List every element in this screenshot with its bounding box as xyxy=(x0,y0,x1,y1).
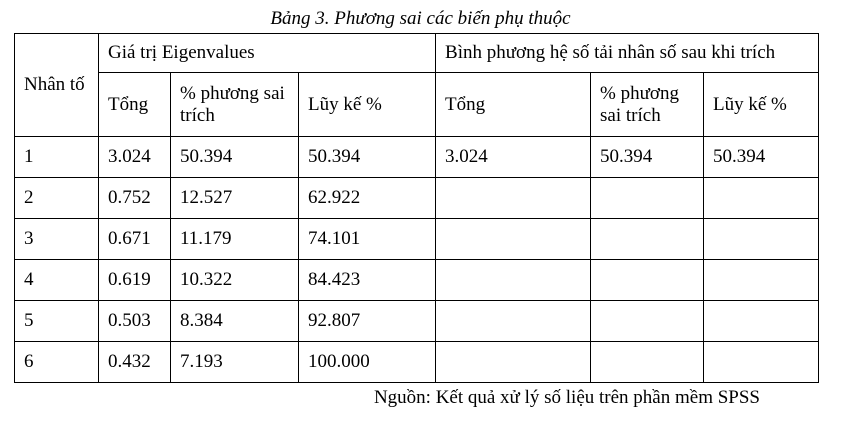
extract-total-cell xyxy=(436,178,591,219)
table-row xyxy=(15,342,819,383)
extract-cum-cell xyxy=(704,342,819,383)
factor-cell: 1 xyxy=(15,137,99,178)
extract-total-cell xyxy=(436,260,591,301)
eigen-cum-cell: 84.423 xyxy=(299,260,436,301)
table-row xyxy=(15,137,819,178)
extract-cum-cell xyxy=(704,178,819,219)
header-extract-pct-variance: % phương sai trích xyxy=(591,73,704,137)
factor-cell: 2 xyxy=(15,178,99,219)
eigen-cum-cell: 100.000 xyxy=(299,342,436,383)
factor-cell: 4 xyxy=(15,260,99,301)
header-eigen-total: Tổng xyxy=(99,73,171,137)
eigen-total-cell: 0.619 xyxy=(99,260,171,301)
extract-total-cell xyxy=(436,301,591,342)
eigen-total-cell: 0.671 xyxy=(99,219,171,260)
extract-cum-cell: 50.394 xyxy=(704,137,819,178)
extract-total-cell xyxy=(436,342,591,383)
factor-cell: 6 xyxy=(15,342,99,383)
eigen-cum-cell: 50.394 xyxy=(299,137,436,178)
extract-cum-cell xyxy=(704,260,819,301)
eigen-cum-cell: 74.101 xyxy=(299,219,436,260)
eigen-total-cell: 0.503 xyxy=(99,301,171,342)
extract-pct-cell xyxy=(591,219,704,260)
eigen-pct-cell: 10.322 xyxy=(171,260,299,301)
extract-pct-cell: 50.394 xyxy=(591,137,704,178)
eigen-pct-cell: 50.394 xyxy=(171,137,299,178)
table-row xyxy=(15,260,819,301)
extract-cum-cell xyxy=(704,219,819,260)
extract-total-cell xyxy=(436,219,591,260)
header-extract-cumulative: Lũy kế % xyxy=(704,73,819,137)
factor-cell: 5 xyxy=(15,301,99,342)
header-row-sub xyxy=(15,73,819,137)
header-extract-total: Tổng xyxy=(436,73,591,137)
eigen-pct-cell: 12.527 xyxy=(171,178,299,219)
eigen-pct-cell: 7.193 xyxy=(171,342,299,383)
table-caption: Bảng 3. Phương sai các biến phụ thuộc xyxy=(270,8,571,29)
extract-pct-cell xyxy=(591,301,704,342)
header-factor: Nhân tố xyxy=(15,34,99,137)
header-eigen-cumulative: Lũy kế % xyxy=(299,73,436,137)
eigen-cum-cell: 92.807 xyxy=(299,301,436,342)
eigen-pct-cell: 11.179 xyxy=(171,219,299,260)
extract-cum-cell xyxy=(704,301,819,342)
header-row-groups xyxy=(15,34,819,73)
header-group-eigenvalues: Giá trị Eigenvalues xyxy=(99,34,436,73)
source-note: Nguồn: Kết quả xử lý số liệu trên phần mềm SPSS xyxy=(373,387,760,408)
factor-cell: 3 xyxy=(15,219,99,260)
eigen-total-cell: 3.024 xyxy=(99,137,171,178)
extract-pct-cell xyxy=(591,178,704,219)
eigen-total-cell: 0.432 xyxy=(99,342,171,383)
extract-total-cell: 3.024 xyxy=(436,137,591,178)
extract-pct-cell xyxy=(591,342,704,383)
table-row xyxy=(15,301,819,342)
eigen-cum-cell: 62.922 xyxy=(299,178,436,219)
extract-pct-cell xyxy=(591,260,704,301)
eigen-pct-cell: 8.384 xyxy=(171,301,299,342)
variance-table xyxy=(14,33,819,383)
eigen-total-cell: 0.752 xyxy=(99,178,171,219)
table-row xyxy=(15,178,819,219)
header-group-extraction: Bình phương hệ số tải nhân số sau khi trích xyxy=(436,34,819,73)
header-eigen-pct-variance: % phương sai trích xyxy=(171,73,299,137)
table-row xyxy=(15,219,819,260)
